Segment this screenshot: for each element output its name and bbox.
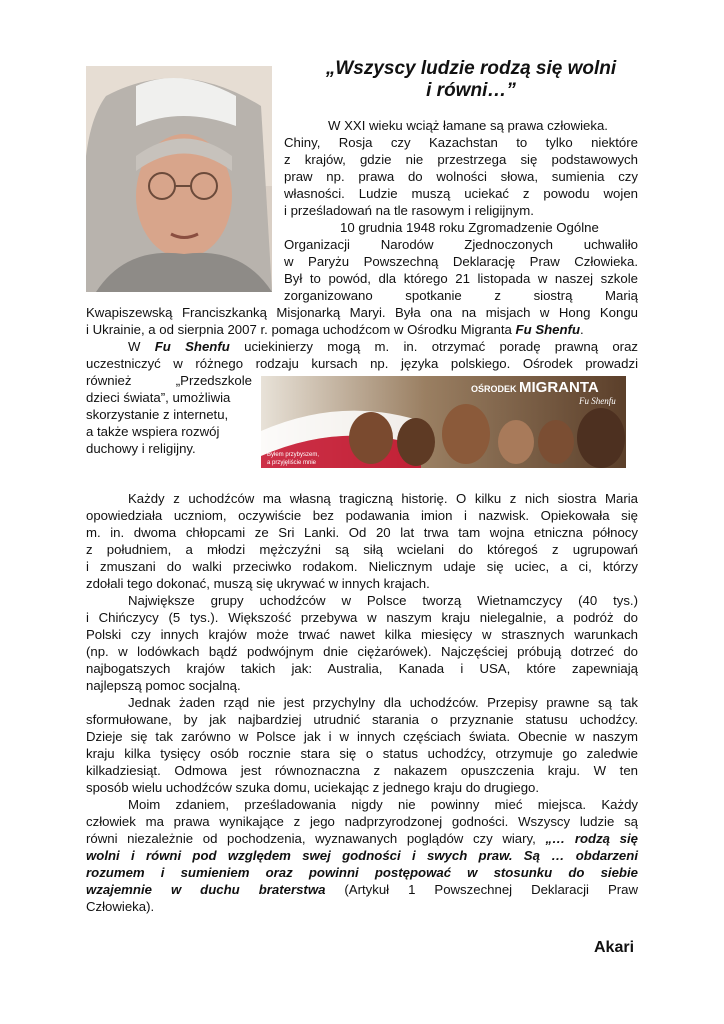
text-line: człowiek ma prawa wynikające z jego nadprzyrodzonej godności. Wszyscy ludzie są: [86, 814, 638, 829]
center-name: Fu Shenfu: [515, 322, 581, 337]
text-line: Polski czy innych krajów może trwać nawet kilka miesięcy w strasznych warunkach: [86, 627, 638, 642]
text-line: praw np. prawa do wolności słowa, sumienia czy: [284, 169, 638, 184]
text-line: duchowy i religijny.: [86, 441, 196, 456]
text-line: skorzystanie z internetu,: [86, 407, 229, 422]
text-line: zorganizowano spotkanie z siostrą Marią: [284, 288, 638, 303]
text-line: a także wspiera rozwój: [86, 424, 220, 439]
text-line: z południem, a młodzi mężczyźni są siłą wcielani do któregoś z ugrupowań: [86, 542, 638, 557]
banner-illustration: [261, 376, 626, 468]
quote-line: wolni i równi pod względem swej godności i swych praw. Są … obdarzeni: [86, 848, 638, 863]
article-title: [296, 58, 646, 102]
quote-line: rozumem i sumieniem oraz powinni postępować w stosunku do siebie: [86, 865, 638, 880]
text-line: własności. Ludzie muszą uciekać z powodu wojen: [284, 186, 638, 201]
text-line: W Fu Shenfu uciekinierzy mogą m. in. otrzymać poradę prawną oraz: [128, 339, 638, 354]
text-line: opowiedziała uczniom, oczywiście bez podawania imion i nazwisk. Opiekowała się: [86, 508, 638, 523]
text-line: równi niezależnie od pochodzenia, wyznawanych poglądów czy wiary, „… rodzą się: [86, 831, 638, 846]
text-line: dzieci świata”, umożliwia: [86, 390, 231, 405]
portrait-illustration: [86, 66, 272, 292]
text-line: m. in. dwoma chłopcami ze Sri Lanki. Od 20 lat trwa tam wojna etniczna północy: [86, 525, 638, 540]
text-line: i Chińczycy (5 tys.). Większość przebywa w naszym kraju nielegalnie, a podróż do: [86, 610, 638, 625]
text-line: sformułowane, by jak najbardziej utrudnić starania o przyznanie statusu uchodźcy.: [86, 712, 638, 727]
banner-title-prefix: OŚRODEK: [471, 384, 517, 394]
text-line: zdołali tego dokonać, muszą się ukrywać w innych krajach.: [86, 576, 430, 591]
text-line: Jednak żaden rząd nie jest przychylny dla uchodźców. Przepisy prawne są tak: [128, 695, 638, 710]
center-name: Fu Shenfu: [154, 339, 230, 354]
text-line: W XXI wieku wciąż łamane są prawa człowieka.: [328, 118, 608, 133]
migrant-center-banner: [261, 376, 626, 468]
text-line: najlepszą pomoc socjalną.: [86, 678, 241, 693]
text-line: Moim zdaniem, prześladowania nigdy nie powinny mieć miejsca. Każdy: [128, 797, 638, 812]
text-line: i zmuszani do walki przeciwko rodakom. Nielicznym udaje się uciec, a ci, którzy: [86, 559, 638, 574]
text-line: Dzieje się tak zarówno w Polsce jak i w innych częściach świata. Obecnie w naszym: [86, 729, 638, 744]
text-line: kraju kilka tysięcy osób rocznie stara się o status uchodźcy, otrzymuje go zaledwie: [86, 746, 638, 761]
title-line-2: i równi…”: [426, 80, 516, 101]
text-line: z krajów, gdzie nie przestrzega się podstawowych: [284, 152, 638, 167]
text-line: Był to powód, dla którego 21 listopada w naszej szkole: [284, 271, 638, 286]
text-line: w Paryżu Powszechną Deklarację Praw Człowieka.: [284, 254, 638, 269]
text-line: uczestniczyć w różnego rodzaju kursach np. języka polskiego. Ośrodek prowadzi: [86, 356, 638, 371]
text-line: sposób wielu uchodźców szuka domu, uciekając z jednego kraju do drugiego.: [86, 780, 540, 795]
text-line: Chiny, Rosja czy Kazachstan to tylko niektóre: [284, 135, 638, 150]
text-line: i prześladowań na tle rasowym i religijnym.: [284, 203, 534, 218]
text-line: Człowieka).: [86, 899, 155, 914]
text-line: kilkadziesiąt. Odmowa jest równoznaczna z nakazem opuszczenia kraju. W ten: [86, 763, 638, 778]
text-line: 10 grudnia 1948 roku Zgromadzenie Ogólne: [340, 220, 599, 235]
text-line: i Ukrainie, a od sierpnia 2007 r. pomaga uchodźcom w Ośrodku Migranta Fu Shenfu.: [86, 322, 584, 337]
banner-title-main: MIGRANTA: [519, 379, 599, 396]
quote-fragment: „… rodzą się: [545, 831, 638, 846]
portrait-photo: [86, 66, 272, 292]
text-line: Organizacji Narodów Zjednoczonych uchwaliło: [284, 237, 638, 252]
quote-fragment: wzajemnie w duchu braterstwa: [86, 882, 326, 897]
banner-caption-2: a przyjęliście mnie: [267, 460, 317, 466]
text-line: (np. w lodówkach bądź podwójnym dnie ciężarówek). Najczęściej próbują dotrzeć do: [86, 644, 638, 659]
text-line: wzajemnie w duchu braterstwa (Artykuł 1 Powszechnej Deklaracji Praw: [86, 882, 638, 897]
banner-subtitle: Fu Shenfu: [579, 396, 616, 406]
text-line: Największe grupy uchodźców w Polsce tworzą Wietnamczycy (40 tys.): [128, 593, 638, 608]
title-line-1: „Wszyscy ludzie rodzą się wolni: [325, 58, 617, 79]
text-line: najbogatszych krajów takich jak: Australia, Kanada i USA, które zapewniają: [86, 661, 638, 676]
text-line: Kwapiszewską Franciszkanką Misjonarką Maryi. Była ona na misjach w Hong Kongu: [86, 305, 638, 320]
author-signature: Akari: [594, 939, 635, 956]
text-line: Każdy z uchodźców ma własną tragiczną historię. O kilku z nich siostra Maria: [128, 491, 638, 506]
banner-caption-1: Byłem przybyszem,: [267, 452, 320, 458]
text-line: również „Przedszkole: [86, 373, 252, 388]
